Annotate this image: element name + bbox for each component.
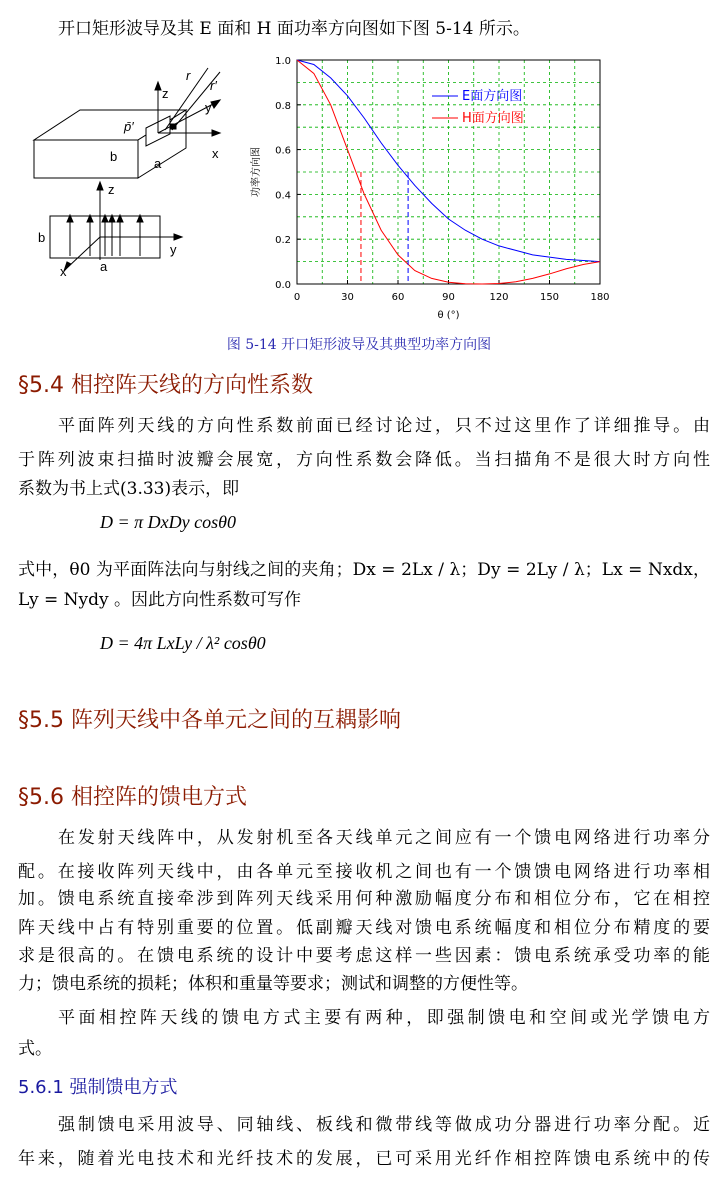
d1-label-p: p̄′: [124, 119, 134, 134]
x-tick-label: 30: [341, 292, 354, 303]
sec56-line-2: 配。在接收阵列天线中，由各单元至接收机之间也有一个馈馈电网络进行功率相: [18, 862, 710, 882]
sec56-line-5: 求是很高的。在馈电系统的设计中要考虑这样一些因素：馈电系统承受功率的能: [18, 946, 710, 966]
section-5-6-1-heading: 5.6.1 强制馈电方式: [18, 1077, 178, 1098]
d1-label-z: z: [162, 86, 169, 101]
sec54-line-2: 于阵列波束扫描时波瓣会展宽，方向性系数会降低。当扫描角不是很大时方向性: [18, 450, 710, 470]
y-tick-label: 0.0: [275, 280, 291, 291]
sec561-line-2: 年来，随着光电技术和光纤技术的发展，已可采用光纤作相控阵馈电系统中的传: [18, 1149, 710, 1169]
legend-label-2: H面方向图: [462, 111, 524, 126]
sec561-line-1: 强制馈电采用波导、同轴线、板线和微带线等做成功分器进行功率分配。近: [58, 1115, 710, 1135]
sec56-line-4: 阵天线中占有特别重要的位置。低副瓣天线对馈电系统幅度和相位分布精度的要: [18, 918, 710, 938]
field-arrows: [67, 215, 143, 256]
d1-label-b: b: [110, 149, 118, 164]
x-tick-label: 120: [489, 292, 509, 303]
x-axis-label: θ (°): [437, 310, 460, 321]
waveguide-diagrams: [20, 60, 260, 300]
y-tick-label: 0.8: [275, 100, 291, 112]
sec56-line-6: 力；馈电系统的损耗；体积和重量等要求；测试和调整的方便性等。: [18, 974, 528, 994]
d2-label-a: a: [100, 259, 108, 274]
d1-label-y: y: [205, 100, 212, 115]
formula-2: D = 4π LxLy / λ² cosθ0: [100, 633, 266, 653]
d1-label-rprime: r′: [210, 78, 217, 93]
d2-label-z: z: [108, 182, 115, 197]
x-tick-label: 60: [391, 292, 405, 303]
x-tick-label: 180: [590, 292, 610, 303]
sec56-line-8: 式。: [18, 1039, 52, 1059]
sec54-line-1: 平面阵列天线的方向性系数前面已经讨论过，只不过这里作了详细推导。由: [58, 416, 710, 436]
legend-label-1: E面方向图: [462, 89, 523, 104]
d1-label-a: a: [154, 156, 162, 171]
sec56-line-1: 在发射天线阵中，从发射机至各天线单元之间应有一个馈电网络进行功率分: [58, 828, 710, 848]
d2-label-b: b: [38, 230, 46, 245]
section-5-4-heading: §5.4 相控阵天线的方向性系数: [18, 373, 313, 398]
y-tick-label: 0.6: [275, 145, 291, 157]
x-tick-label: 0: [293, 292, 301, 303]
figure-caption: 图 5-14 开口矩形波导及其典型功率方向图: [226, 337, 492, 353]
sec54-line-5: Ly = Nydy 。因此方向性系数可写作: [18, 590, 302, 610]
y-axis-label: 功率方向图: [251, 147, 262, 197]
x-tick-label: 90: [442, 292, 455, 303]
power-pattern-chart: [240, 50, 620, 330]
intro-line: 开口矩形波导及其 E 面和 H 面功率方向图如下图 5-14 所示。: [58, 19, 530, 39]
waveguide-box-front: [34, 140, 138, 178]
d2-label-y: y: [170, 242, 177, 257]
x-tick-label: 150: [539, 292, 560, 303]
section-5-5-heading: §5.5 阵列天线中各单元之间的互耦影响: [18, 708, 401, 733]
d2-label-x: x: [60, 264, 67, 279]
d1-label-r: r: [186, 68, 191, 83]
y-tick-label: 0.4: [275, 190, 291, 202]
formula-1: D = π DxDy cosθ0: [100, 512, 236, 532]
d1-label-x: x: [212, 146, 219, 161]
sec56-line-7: 平面相控阵天线的馈电方式主要有两种，即强制馈电和空间或光学馈电方: [58, 1008, 710, 1028]
y-tick-label: 0.2: [275, 235, 291, 247]
y-tick-label: 1.0: [275, 56, 291, 67]
section-5-6-heading: §5.6 相控阵的馈电方式: [18, 785, 247, 810]
sec56-line-3: 加。馈电系统直接牵涉到阵列天线采用何种激励幅度分布和相位分布，它在相控: [18, 889, 710, 909]
sec54-line-3: 系数为书上式(3.33)表示，即: [18, 479, 240, 499]
sec54-line-4: 式中，θ0 为平面阵法向与射线之间的夹角；Dx = 2Lx / λ；Dy = 2Ly / λ；Lx = Nxdx，: [18, 560, 710, 580]
